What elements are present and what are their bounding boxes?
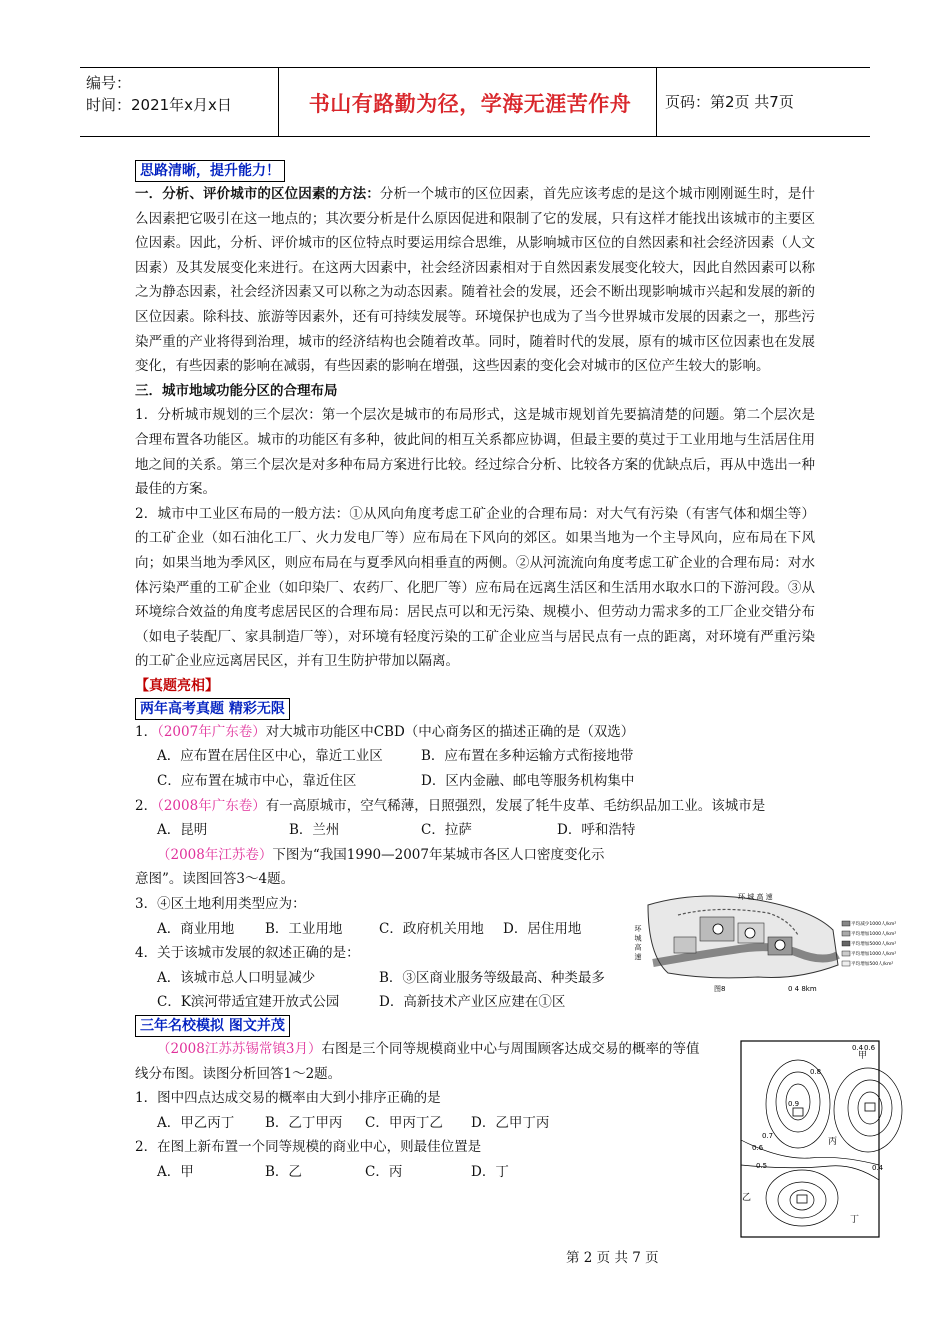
legend-label: 平均增加500人/km² (851, 962, 894, 967)
legend-label: 平均增加1000人/km² (851, 952, 897, 957)
header-motto: 书山有路勤为径，学海无涯苦作舟 (308, 92, 632, 116)
question-1 (135, 720, 815, 745)
question-text: 下图为“我国1990—2007年某城市各区人口密度变化示 (272, 846, 605, 863)
option: A．应布置在居住区中心，靠近工业区 (157, 748, 383, 765)
scale-bar: 0 4 8km (788, 985, 817, 993)
option: A．昆明 (157, 822, 208, 839)
zone-marker (745, 928, 755, 938)
question-text: 对大城市功能区中CBD（中心商务区的描述正确的是（双选） (265, 723, 635, 740)
question-number: 2． (135, 797, 158, 814)
legend-label: 平均减少1000人/km² (851, 922, 897, 927)
isoline-value: 0.7 (762, 1132, 774, 1140)
mock-intro-cont: 线分布图。读图分析回答1～2题。 (135, 1065, 342, 1082)
isoline-value: 0.5 (756, 1162, 768, 1170)
header-page-label: 页码：第2页 共7页 (665, 93, 794, 111)
option: D．居住用地 (503, 920, 582, 937)
option: A．甲 (157, 1163, 194, 1180)
option: B．乙 (265, 1163, 302, 1180)
question-text: 右图是三个同等规模商业中心与周围顾客达成交易的概率的等值 (321, 1041, 700, 1057)
shopping-center-marker (797, 1195, 807, 1203)
point-label-ding: 丁 (850, 1215, 860, 1225)
shopping-center-marker (793, 1108, 803, 1116)
question-3-4-intro (157, 843, 637, 868)
date-label: 时间：2021年x月x日 (86, 96, 232, 114)
zone-marker (775, 940, 785, 950)
option: B．③区商业服务等级最高、种类最多 (379, 969, 605, 986)
mock-question-1: 1．图中四点达成交易的概率由大到小排序正确的是 (135, 1090, 441, 1107)
question-source: （2008年江苏卷） (157, 846, 273, 863)
question-2 (135, 794, 815, 819)
page-footer: 第 2 页 共 7 页 (566, 1250, 659, 1266)
paragraph-body: 分析一个城市的区位因素，首先应该考虑的是这个城市刚刚诞生时，是什么因素把它吸引在这一地点的；其次要分析是什么原因促进和限制了它的发展，只有这样才能找出该城市的主要区位因素。因此，分析、评价城市的区位特点时要运用综合思维，从影响城市区位的自然因素和社会经济因素（人文因素）及其发展变化来进行。在这两大因素中，社会经济因素相对于自然因素发展变化较大，因此自然因素可以称之为静态因素，社会经济因素又可以称之为动态因素。随着社会的发展，还会不断出现影响城市兴起和发展的新的区位因素。除科技、旅游等因素外，还有可持续发展等。环境保护也成为了当今世界城市发展的因素之一，那些污染严重的产业将得到治理，城市的经济结构也会随着改革。同时，随着时代的发展，原有的城市区位因素也在发展变化，有些因素的影响在减弱，有些因素的影响在增强，这些因素的变化会对城市的区位产生较大的影响。 (135, 186, 816, 375)
option: B．兰州 (289, 822, 340, 839)
option: A．该城市总人口明显减少 (157, 969, 316, 986)
isoline-value: 0.4 (852, 1044, 864, 1052)
question-2-options (157, 818, 815, 843)
option: D．高新技术产业区应建在①区 (379, 994, 566, 1011)
paragraph-heading: 一．分析、评价城市的区位因素的方法： (135, 186, 380, 202)
option: C．拉萨 (421, 822, 472, 839)
isoline-value: 0.9 (788, 1100, 800, 1108)
paragraph-location-factors (135, 182, 815, 379)
zone-block (674, 937, 696, 953)
heading-functional-zones: 三．城市地域功能分区的合理布局 (135, 382, 338, 399)
legend-swatch (842, 941, 850, 946)
question-3: 3．④区土地利用类型应为： (135, 896, 306, 913)
page-content (135, 160, 815, 1185)
legend-label: 平均增加1000人/km² (851, 932, 897, 937)
option: C．K滨河带适宜建开放式公园 (157, 994, 340, 1011)
question-4: 4．关于该城市发展的叙述正确的是： (135, 945, 360, 962)
mock-intro (157, 1037, 737, 1062)
header-divider (278, 68, 279, 136)
isoline-probability-map (740, 1040, 884, 1238)
option: B．应布置在多种运输方式衔接地带 (421, 748, 634, 765)
road-label-top: 环 城 高 速 (738, 893, 773, 901)
option: A．商业用地 (157, 920, 235, 937)
question-1-options (157, 744, 815, 793)
paragraph-industrial-layout: 2．城市中工业区布局的一般方法：①从风向角度考虑工矿企业的合理布局：对大气有污染（有害气体和烟尘等）的工矿企业（如石油化工厂、火力发电厂等）应布局在下风向的郊区。如果当地为一个主导风向，应布局在下风向；如果当地为季风区，则应布局在与夏季风向相垂直的两侧。②从河流流向角度考虑工矿企业的合理布局：对水体污染严重的工矿企业（如印染厂、农药厂、化肥厂等）应布局在远离生活区和生活用水取水口的下游河段。③从环境综合效益的角度考虑居民区的合理布局：居民点可以和无污染、规模小、但劳动力需求多的工厂企业交错分布（如电子装配厂、家具制造厂等），对环境有轻度污染的工矿企业应当与居民点有一点的距离，对环境有严重污染的工矿企业应远离居民区，并有卫生防护带加以隔离。 (135, 505, 815, 670)
option: D．区内金融、邮电等服务机构集中 (421, 773, 635, 790)
paragraph-planning-levels: 1．分析城市规划的三个层次：第一个层次是城市的布局形式，这是城市规划首先要搞清楚的问题。第二个层次是合理布置各功能区。城市的功能区有多种，彼此间的相互关系都应协调，但最主要的莫过于工业用地与生活居住用地之间的关系。第三个层次是对多种布局方案进行比较。经过综合分析、比较各方案的优缺点后，再从中选出一种最佳的方案。 (135, 407, 815, 498)
legend-swatch (842, 921, 850, 926)
point-label-jia: 甲 (858, 1051, 868, 1061)
question-source: （2007年广东卷） (157, 723, 266, 740)
option: D．呼和浩特 (557, 822, 636, 839)
population-density-map (634, 885, 897, 995)
question-source: （2008年广东卷） (157, 797, 266, 814)
option: B．工业用地 (265, 920, 343, 937)
option: C．应布置在城市中心，靠近住区 (157, 773, 357, 790)
zone-marker (713, 924, 723, 934)
mock-question-2: 2．在图上新布置一个同等规模的商业中心，则最佳位置是 (135, 1139, 482, 1156)
figure-caption: 图8 (714, 985, 726, 993)
section-title-ability: 思路清晰，提升能力！ (135, 160, 285, 182)
question-source: （2008江苏苏锡常镇3月） (157, 1041, 322, 1057)
option: C．丙 (365, 1163, 403, 1180)
isoline-value: 0.8 (810, 1068, 822, 1076)
question-number: 1． (135, 723, 158, 740)
legend-swatch (842, 931, 850, 936)
option: D．乙甲丁丙 (471, 1114, 550, 1131)
option: A．甲乙丙丁 (157, 1114, 235, 1131)
legend-label: 平均增加5000人/km² (851, 942, 897, 947)
mock-question-1-options (157, 1111, 815, 1136)
isoline-value: 0.4 (872, 1164, 884, 1172)
legend-swatch (842, 951, 850, 956)
isoline-value: 0.6 (864, 1044, 876, 1052)
section-title-mock: 三年名校模拟 图文并茂 (135, 1015, 290, 1037)
option: C．甲丙丁乙 (365, 1114, 443, 1131)
code-label: 编号： (86, 74, 132, 92)
option: D．丁 (471, 1163, 509, 1180)
legend-swatch (842, 961, 850, 966)
road-label-left: 环 城 高 速 (634, 925, 642, 960)
real-exam-heading: 【真题亮相】 (135, 677, 219, 694)
option: C．政府机关用地 (379, 920, 484, 937)
mock-question-2-options (157, 1160, 815, 1185)
point-label-bing: 丙 (828, 1137, 838, 1147)
question-text: 有一高原城市，空气稀薄，日照强烈，发展了牦牛皮革、毛纺织品加工业。该城市是 (265, 797, 766, 814)
isoline-value: 0.6 (752, 1144, 764, 1152)
page-header (80, 67, 870, 137)
header-info (86, 72, 276, 116)
header-divider (656, 68, 657, 136)
shopping-center-marker (865, 1103, 875, 1111)
question-3-4-intro-cont: 意图”。读图回答3～4题。 (135, 871, 295, 888)
section-title-exam: 两年高考真题 精彩无限 (135, 698, 290, 720)
point-label-yi: 乙 (742, 1193, 752, 1203)
option: B．乙丁甲丙 (265, 1114, 343, 1131)
